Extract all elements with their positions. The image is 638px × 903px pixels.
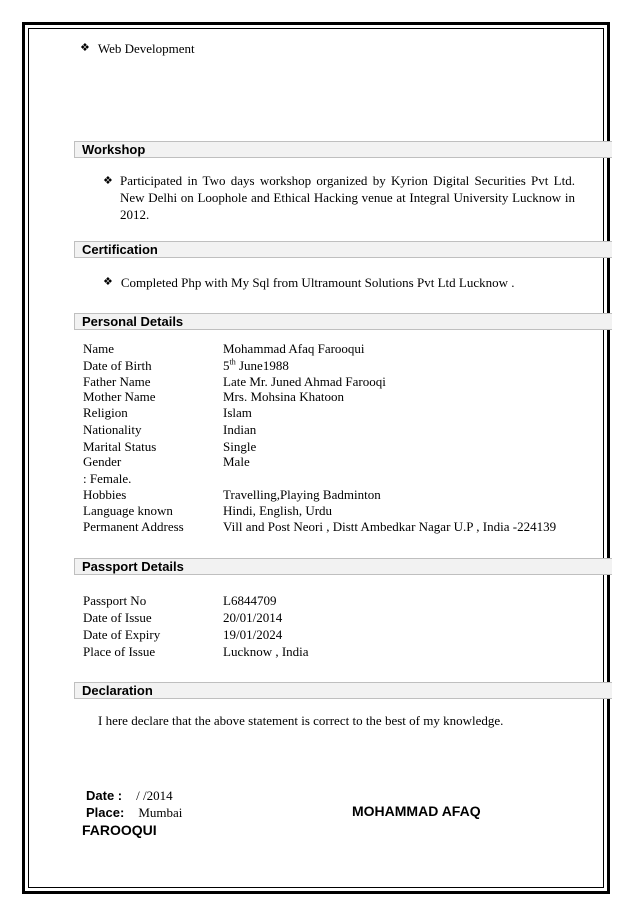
passport-row-expiry (83, 627, 603, 643)
detail-label: Name (83, 341, 115, 356)
signature-name-first: MOHAMMAD AFAQ (352, 803, 481, 819)
detail-row-name (83, 341, 603, 357)
detail-row-address (83, 519, 603, 535)
section-header-passport-details (74, 558, 612, 575)
section-title: Personal Details (82, 314, 184, 329)
section-title: Declaration (82, 683, 153, 698)
footer-date (86, 787, 173, 805)
detail-value: 20/01/2014 (223, 610, 283, 625)
detail-label: Hobbies (83, 487, 127, 502)
passport-row-place (83, 644, 603, 660)
detail-row-gender (83, 454, 603, 470)
detail-label: Religion (83, 405, 128, 420)
detail-label: Permanent Address (83, 519, 184, 534)
section-header-declaration (74, 682, 612, 699)
signature-name-last: FAROOQUI (82, 822, 157, 838)
detail-label: Date of Issue (83, 610, 152, 625)
detail-row-nationality (83, 422, 603, 438)
detail-value: 5th June1988 (223, 357, 289, 373)
detail-value: Male (223, 454, 250, 469)
detail-label: Father Name (83, 374, 151, 389)
detail-value: Late Mr. Juned Ahmad Farooqi (223, 374, 386, 389)
detail-row-mother (83, 389, 603, 405)
place-label: Place: (86, 805, 125, 820)
detail-label: Date of Expiry (83, 627, 161, 642)
detail-row-dob (83, 358, 603, 374)
detail-label: Language known (83, 503, 173, 518)
place-value: Mumbai (138, 805, 183, 820)
detail-row-language (83, 503, 603, 519)
detail-value: Indian (223, 422, 257, 437)
section-title: Certification (82, 242, 158, 257)
section-title: Passport Details (82, 559, 184, 574)
section-header-certification (74, 241, 612, 258)
footer-place (86, 804, 182, 822)
detail-label: Mother Name (83, 389, 156, 404)
detail-value: L6844709 (223, 593, 277, 608)
detail-value: Mohammad Afaq Farooqui (223, 341, 365, 356)
detail-value: Vill and Post Neori , Distt Ambedkar Nagar U.P , India -224139 (223, 519, 557, 534)
detail-row-marital (83, 439, 603, 455)
passport-row-issue (83, 610, 603, 626)
certification-text: Completed Php with My Sql from Ultramount Solutions Pvt Ltd Lucknow . (120, 275, 515, 290)
declaration-text: I here declare that the above statement is correct to the best of my knowledge. (98, 713, 504, 728)
detail-value: Travelling,Playing Badminton (223, 487, 381, 502)
passport-row-number (83, 593, 603, 609)
detail-label: Gender (83, 454, 122, 469)
detail-label: Place of Issue (83, 644, 156, 659)
detail-value: Hindi, English, Urdu (223, 503, 333, 518)
detail-value: Mrs. Mohsina Khatoon (223, 389, 344, 404)
section-header-personal-details (74, 313, 612, 330)
detail-label: : Female. (83, 471, 132, 486)
detail-label: Nationality (83, 422, 142, 437)
detail-label: Passport No (83, 593, 147, 608)
detail-value: Lucknow , India (223, 644, 309, 659)
skill-text: Web Development (97, 41, 195, 56)
section-title: Workshop (82, 142, 146, 157)
skill-item (80, 41, 195, 57)
detail-row-female-note (83, 471, 603, 487)
detail-row-religion (83, 405, 603, 421)
diamond-bullet-icon: ❖ (103, 276, 113, 288)
detail-value: Islam (223, 405, 252, 420)
detail-label: Marital Status (83, 439, 157, 454)
date-label: Date : (86, 788, 123, 803)
diamond-bullet-icon: ❖ (80, 42, 90, 54)
detail-value: Single (223, 439, 257, 454)
detail-row-hobbies (83, 487, 603, 503)
detail-value: 19/01/2024 (223, 627, 283, 642)
date-value: / /2014 (136, 788, 173, 803)
section-header-workshop (74, 141, 612, 158)
workshop-text: Participated in Two days workshop organized by Kyrion Digital Securities Pvt Ltd. New Delhi on Loophole and Ethical Hacking venue at Integral University Lucknow in 2012. (120, 173, 575, 222)
certification-item (103, 275, 515, 291)
detail-label: Date of Birth (83, 358, 152, 373)
diamond-bullet-icon: ❖ (103, 175, 113, 187)
detail-row-father (83, 374, 603, 390)
